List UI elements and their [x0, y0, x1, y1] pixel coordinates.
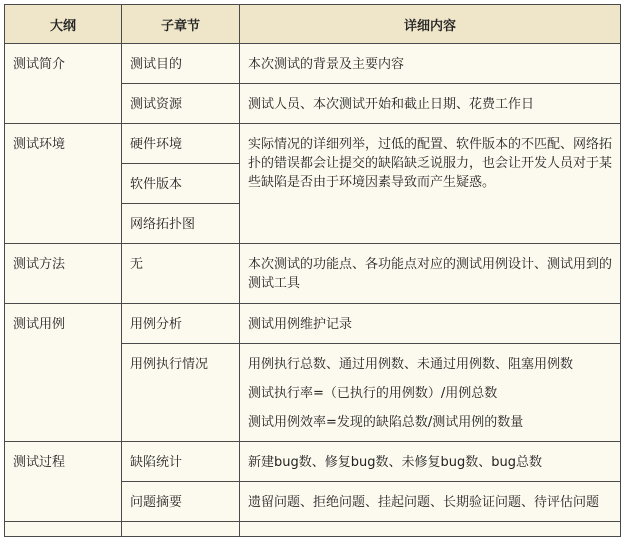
detail-cell-objective: 本次测试的背景及主要内容 [240, 44, 621, 84]
empty-cell [240, 522, 621, 537]
detail-line-execution-counts: 用例执行总数、通过用例数、未通过用例数、阻塞用例数 [248, 357, 574, 372]
chapter-cell-objective: 测试目的 [122, 44, 240, 84]
empty-cell [5, 522, 122, 537]
outline-cell-environment: 测试环境 [5, 124, 122, 244]
chapter-cell-resources: 测试资源 [122, 84, 240, 124]
chapter-cell-analysis: 用例分析 [122, 304, 240, 344]
header-row [5, 5, 621, 44]
table-row [5, 304, 621, 344]
detail-cell-execution [240, 344, 621, 442]
detail-cell-method: 本次测试的功能点、各功能点对应的测试用例设计、测试用到的测试工具 [240, 244, 621, 304]
header-chapter: 子章节 [122, 5, 240, 44]
test-report-outline-table [4, 4, 621, 537]
outline-cell-intro: 测试简介 [5, 44, 122, 124]
outline-cell-process: 测试过程 [5, 442, 122, 522]
chapter-cell-execution: 用例执行情况 [122, 344, 240, 442]
empty-cell [122, 522, 240, 537]
detail-cell-environment: 实际情况的详细列举，过低的配置、软件版本的不匹配、网络拓扑的错误都会让提交的缺陷缺乏说服力，也会让开发人员对于某些缺陷是否由于环境因素导致而产生疑惑。 [240, 124, 621, 244]
header-detail: 详细内容 [240, 5, 621, 44]
header-outline: 大纲 [5, 5, 122, 44]
chapter-cell-defect-stats: 缺陷统计 [122, 442, 240, 482]
table-row-partial [5, 522, 621, 537]
detail-line-execution-rate: 测试执行率=（已执行的用例数）/用例总数 [248, 386, 498, 401]
detail-line-case-efficiency: 测试用例效率=发现的缺陷总数/测试用例的数量 [248, 415, 524, 430]
detail-cell-issues: 遗留问题、拒绝问题、挂起问题、长期验证问题、待评估问题 [240, 482, 621, 522]
table-row [5, 442, 621, 482]
chapter-cell-issues: 问题摘要 [122, 482, 240, 522]
detail-cell-analysis: 测试用例维护记录 [240, 304, 621, 344]
table-row [5, 244, 621, 304]
detail-cell-resources: 测试人员、本次测试开始和截止日期、花费工作日 [240, 84, 621, 124]
chapter-cell-software: 软件版本 [122, 164, 240, 204]
table-row [5, 124, 621, 164]
detail-cell-defect-stats: 新建bug数、修复bug数、未修复bug数、bug总数 [240, 442, 621, 482]
outline-cell-method: 测试方法 [5, 244, 122, 304]
chapter-cell-method: 无 [122, 244, 240, 304]
chapter-cell-network: 网络拓扑图 [122, 204, 240, 244]
outline-cell-cases: 测试用例 [5, 304, 122, 442]
chapter-cell-hardware: 硬件环境 [122, 124, 240, 164]
table-row [5, 44, 621, 84]
